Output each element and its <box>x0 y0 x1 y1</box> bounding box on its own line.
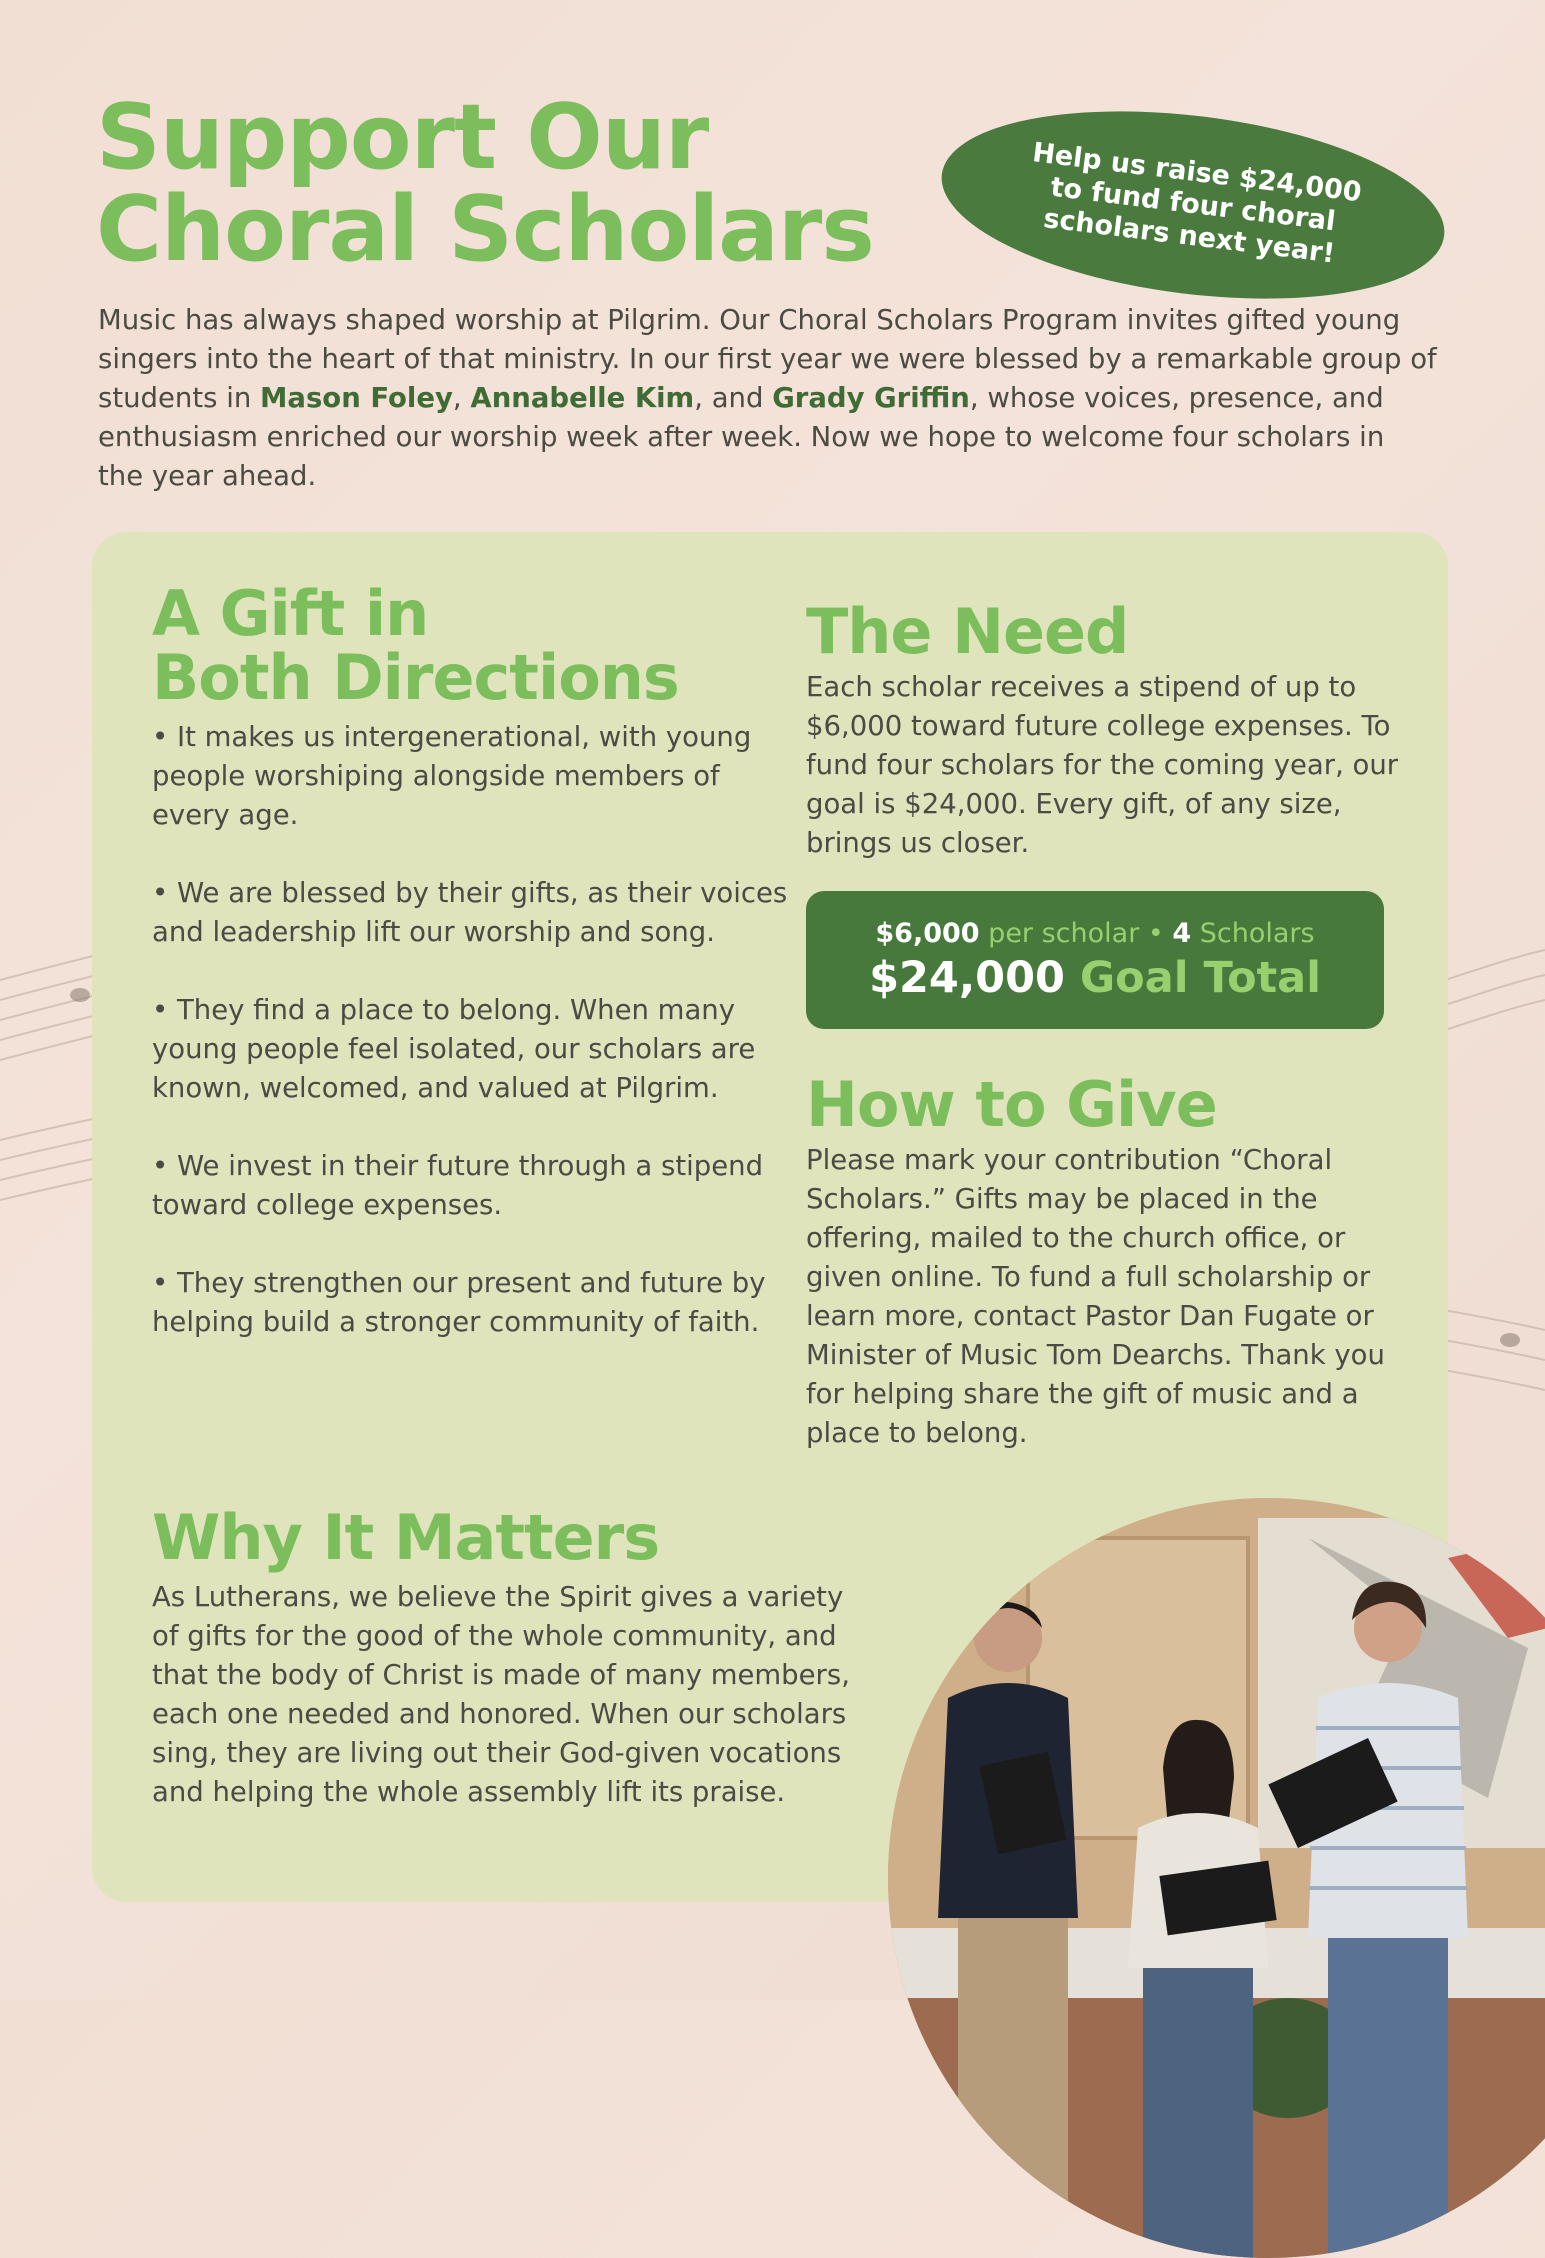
goal-total-label: Goal Total <box>1064 953 1321 1003</box>
scholar-name-1: Mason Foley <box>260 382 453 414</box>
gift-title <box>152 577 792 714</box>
need-body: Each scholar receives a stipend of up to $6,000 toward future college expenses. To fund four scholars for the coming year, our goal is $24,000. Every gift, of any size, brings us closer. <box>806 671 1399 859</box>
list-item: • It makes us intergenerational, with young people worshiping alongside members of every age. <box>152 721 752 831</box>
list-item: • We are blessed by their gifts, as their voices and leadership lift our worship and song. <box>152 877 788 948</box>
amount-per-scholar: $6,000 <box>875 918 980 949</box>
per-scholar-label: per scholar • <box>979 918 1173 949</box>
intro-paragraph <box>98 301 1438 496</box>
goal-summary-box <box>806 891 1384 1029</box>
gift-title-line-2: Both Directions <box>152 641 679 714</box>
why-title: Why It Matters <box>152 1501 660 1574</box>
intro-text-2: , whose voices, presence, and enthusiasm enriched our worship week after week. Now we hope to welcome four scholars in the year ahead. <box>98 382 1385 492</box>
callout-text: Help us raise $24,000 to fund four choral scholars next year! <box>1030 137 1364 270</box>
list-item: • We invest in their future through a stipend toward college expenses. <box>152 1150 764 1221</box>
intro-sep-1: , <box>452 382 471 414</box>
title-line-2: Choral Scholars <box>96 177 874 282</box>
list-item: • They find a place to belong. When many young people feel isolated, our scholars are known, welcomed, and valued at Pilgrim. <box>152 994 756 1104</box>
need-title: The Need <box>806 595 1129 668</box>
why-body: As Lutherans, we believe the Spirit gives a variety of gifts for the good of the whole community, and that the body of Christ is made of many members, each one needed and honored. When our scholars sing, they are living out their God-given vocations and helping the whole assembly lift its praise. <box>152 1581 850 1808</box>
page-title <box>96 85 874 282</box>
intro-text-1: Music has always shaped worship at Pilgrim. Our Choral Scholars Program invites gifted young singers into the heart of that ministry. In our first year we were blessed by a remarkable group of students in <box>98 304 1437 414</box>
need-section <box>806 595 1406 1453</box>
goal-total <box>806 952 1384 1004</box>
how-title: How to Give <box>806 1068 1217 1141</box>
gift-title-line-1: A Gift in <box>152 577 429 650</box>
title-line-1: Support Our <box>96 85 709 190</box>
intro-sep-2: , and <box>694 382 773 414</box>
scholar-name-3: Grady Griffin <box>772 382 970 414</box>
why-section <box>152 1501 852 1812</box>
scholar-count-label: Scholars <box>1191 918 1315 949</box>
goal-total-amount: $24,000 <box>869 953 1065 1003</box>
gift-section <box>152 577 792 1342</box>
gift-bullet-list <box>152 718 792 1342</box>
scholar-name-2: Annabelle Kim <box>470 382 695 414</box>
goal-breakdown <box>806 916 1384 952</box>
scholar-count: 4 <box>1172 918 1192 949</box>
how-body: Please mark your contribution “Choral Scholars.” Gifts may be placed in the offering, mailed to the church office, or given online. To fund a full scholarship or learn more, contact Pastor Dan Fugate or Minister of Music Tom Dearchs. Thank you for helping share the gift of music and a place to belong. <box>806 1144 1385 1449</box>
list-item: • They strengthen our present and future by helping build a stronger community of faith. <box>152 1267 766 1338</box>
